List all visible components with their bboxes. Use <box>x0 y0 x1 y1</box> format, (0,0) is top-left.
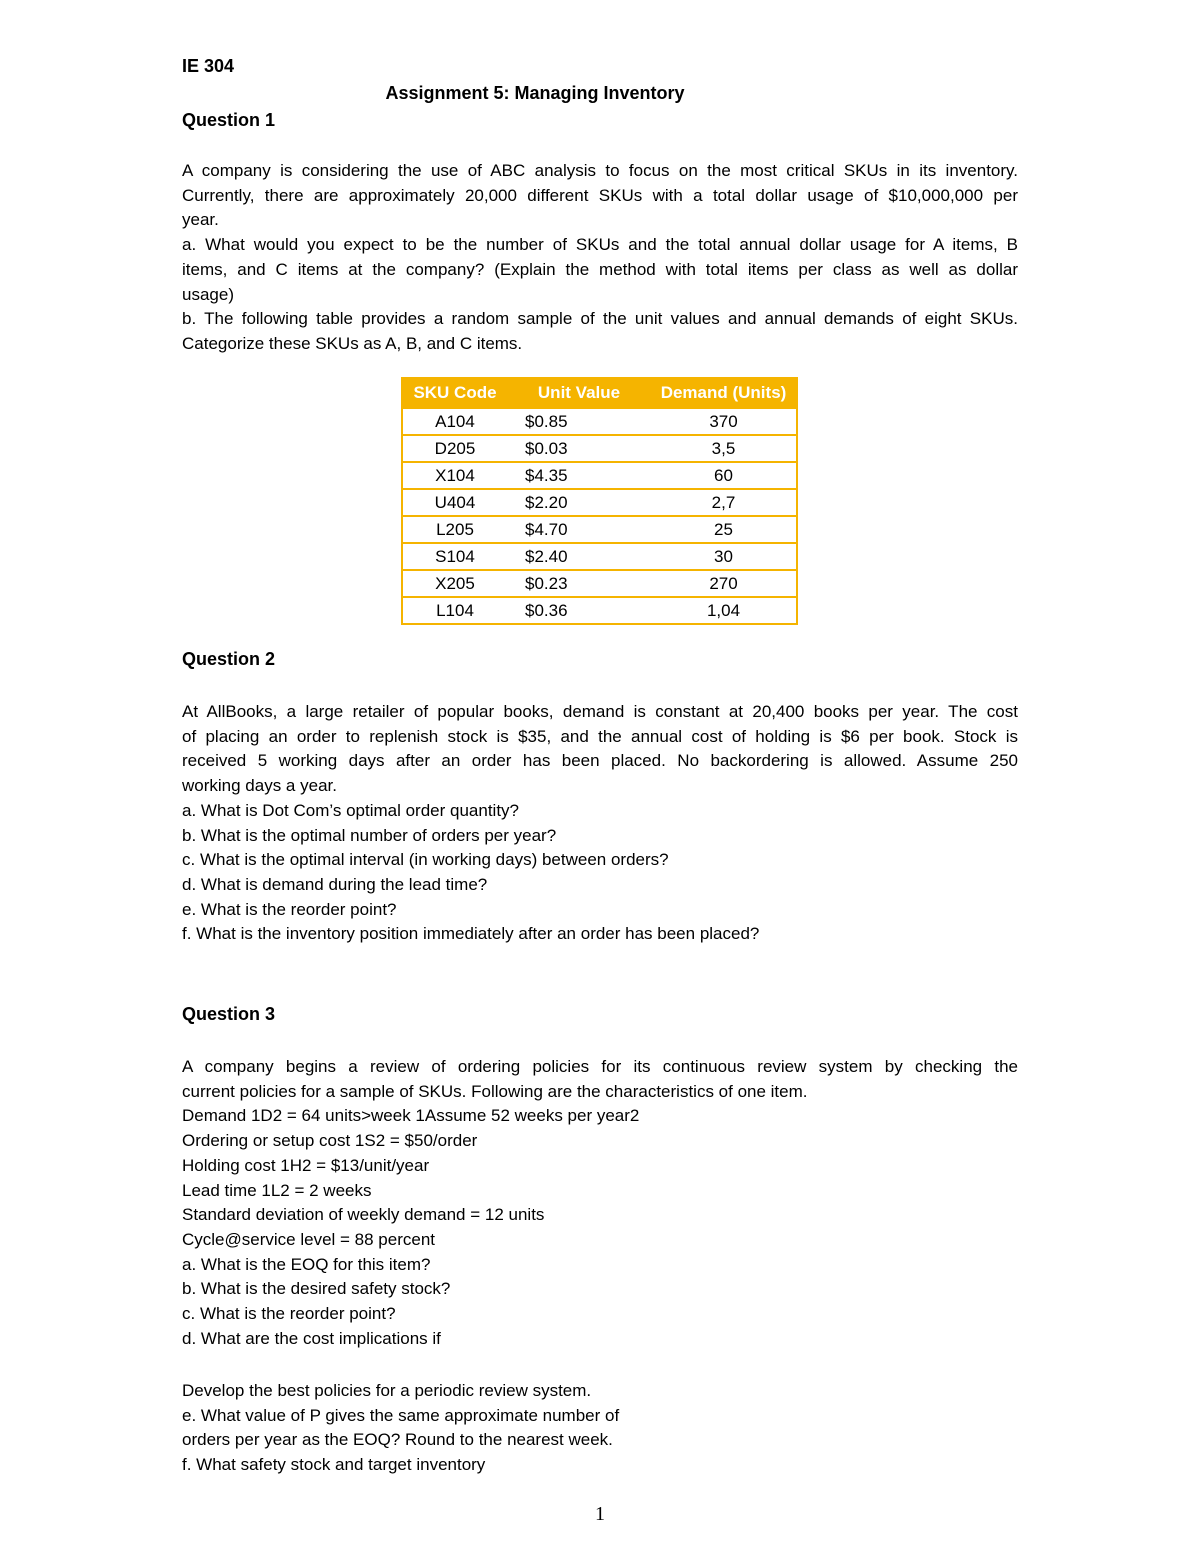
sku-code-cell: X104 <box>402 462 507 489</box>
q3-line: d. What are the cost implications if <box>182 1328 441 1348</box>
q1-line: a. What would you expect to be the number of SKUs and the total annual dollar usage for A items, B <box>182 235 1018 255</box>
demand-cell: 2,7 <box>651 489 797 516</box>
unit-value-cell: $0.03 <box>507 435 651 462</box>
sku-code-cell: D205 <box>402 435 507 462</box>
table-row <box>402 597 797 624</box>
sku-code-cell: X205 <box>402 570 507 597</box>
q2-line: f. What is the inventory position immediately after an order has been placed? <box>182 924 760 944</box>
q3-line: Develop the best policies for a periodic review system. <box>182 1381 592 1400</box>
question-3-heading: Question 3 <box>182 1004 276 1024</box>
question-3-body <box>182 1055 1018 1351</box>
page-number: 1 <box>595 1503 605 1525</box>
demand-cell: 60 <box>651 462 797 489</box>
table-row <box>402 543 797 570</box>
demand-cell: 1,04 <box>651 597 797 624</box>
q1-line: items, and C items at the company? (Explain the method with total items per class as well as dollar <box>182 259 1018 279</box>
q2-line: a. What is Dot Com’s optimal order quantity? <box>182 800 519 820</box>
unit-value-cell: $0.85 <box>507 408 651 435</box>
table-row <box>402 462 797 489</box>
q2-line: e. What is the reorder point? <box>182 899 397 919</box>
q3-line: A company begins a review of ordering policies for its continuous review system by checking the <box>182 1057 1018 1076</box>
q3-line: f. What safety stock and target inventory <box>182 1455 486 1475</box>
question-2-body <box>182 700 1018 947</box>
q2-line: At AllBooks, a large retailer of popular books, demand is constant at 20,400 books per year. The cost <box>182 702 1018 721</box>
sku-code-cell: L205 <box>402 516 507 543</box>
demand-cell: 30 <box>651 543 797 570</box>
q2-line: working days a year. <box>182 776 337 796</box>
unit-value-cell: $0.36 <box>507 597 651 624</box>
q3-line: current policies for a sample of SKUs. Following are the characteristics of one item. <box>182 1081 808 1101</box>
question-3-periodic-review <box>182 1379 1018 1478</box>
unit-value-cell: $4.70 <box>507 516 651 543</box>
unit-value-cell: $2.20 <box>507 489 651 516</box>
col-header-demand: Demand (Units) <box>651 378 797 408</box>
sku-table <box>401 377 798 625</box>
demand-cell: 3,5 <box>651 435 797 462</box>
q2-line: b. What is the optimal number of orders per year? <box>182 825 557 845</box>
q3-line: Cycle@service level = 88 percent <box>182 1229 436 1249</box>
q3-line: Ordering or setup cost 1S2 = $50/order <box>182 1131 478 1151</box>
q1-line: usage) <box>182 284 234 304</box>
table-row <box>402 516 797 543</box>
q3-line: Holding cost 1H2 = $13/unit/year <box>182 1155 430 1175</box>
q3-line: c. What is the reorder point? <box>182 1304 396 1324</box>
demand-cell: 270 <box>651 570 797 597</box>
sku-code-cell: A104 <box>402 408 507 435</box>
sku-code-cell: U404 <box>402 489 507 516</box>
q3-line: Standard deviation of weekly demand = 12 units <box>182 1205 545 1225</box>
q2-line: received 5 working days after an order has been placed. No backordering is allowed. Assume 250 <box>182 751 1018 771</box>
table-row <box>402 435 797 462</box>
table-row <box>402 408 797 435</box>
q1-line: b. The following table provides a random sample of the unit values and annual demands of eight SKUs. <box>182 309 1018 329</box>
q3-line: a. What is the EOQ for this item? <box>182 1254 431 1274</box>
q2-line: of placing an order to replenish stock is $35, and the annual cost of holding is $6 per book. Stock is <box>182 726 1018 746</box>
q1-line: Currently, there are approximately 20,000 different SKUs with a total dollar usage of $10,000,000 per <box>182 185 1018 205</box>
q3-line: Demand 1D2 = 64 units>week 1Assume 52 weeks per year2 <box>182 1106 640 1126</box>
q3-line: b. What is the desired safety stock? <box>182 1279 451 1299</box>
q3-line: e. What value of P gives the same approximate number of <box>182 1405 620 1425</box>
q1-line: year. <box>182 210 219 230</box>
q3-line: Lead time 1L2 = 2 weeks <box>182 1180 372 1200</box>
q2-line: c. What is the optimal interval (in working days) between orders? <box>182 850 669 870</box>
table-row <box>402 489 797 516</box>
col-header-sku-code: SKU Code <box>402 378 507 408</box>
col-header-unit-value: Unit Value <box>507 378 651 408</box>
question-1-body <box>182 159 1018 357</box>
q2-line: d. What is demand during the lead time? <box>182 874 488 894</box>
demand-cell: 25 <box>651 516 797 543</box>
unit-value-cell: $0.23 <box>507 570 651 597</box>
demand-cell: 370 <box>651 408 797 435</box>
sku-code-cell: S104 <box>402 543 507 570</box>
question-1-heading: Question 1 <box>182 110 276 130</box>
unit-value-cell: $2.40 <box>507 543 651 570</box>
course-code: IE 304 <box>182 56 235 76</box>
sku-code-cell: L104 <box>402 597 507 624</box>
unit-value-cell: $4.35 <box>507 462 651 489</box>
assignment-title: Assignment 5: Managing Inventory <box>385 83 685 103</box>
q1-line: A company is considering the use of ABC analysis to focus on the most critical SKUs in its inventory. <box>182 161 1018 180</box>
q3-line: orders per year as the EOQ? Round to the nearest week. <box>182 1430 613 1450</box>
q1-line: Categorize these SKUs as A, B, and C items. <box>182 333 523 353</box>
table-row <box>402 570 797 597</box>
sku-table-header-row <box>402 378 797 408</box>
question-2-heading: Question 2 <box>182 649 276 669</box>
